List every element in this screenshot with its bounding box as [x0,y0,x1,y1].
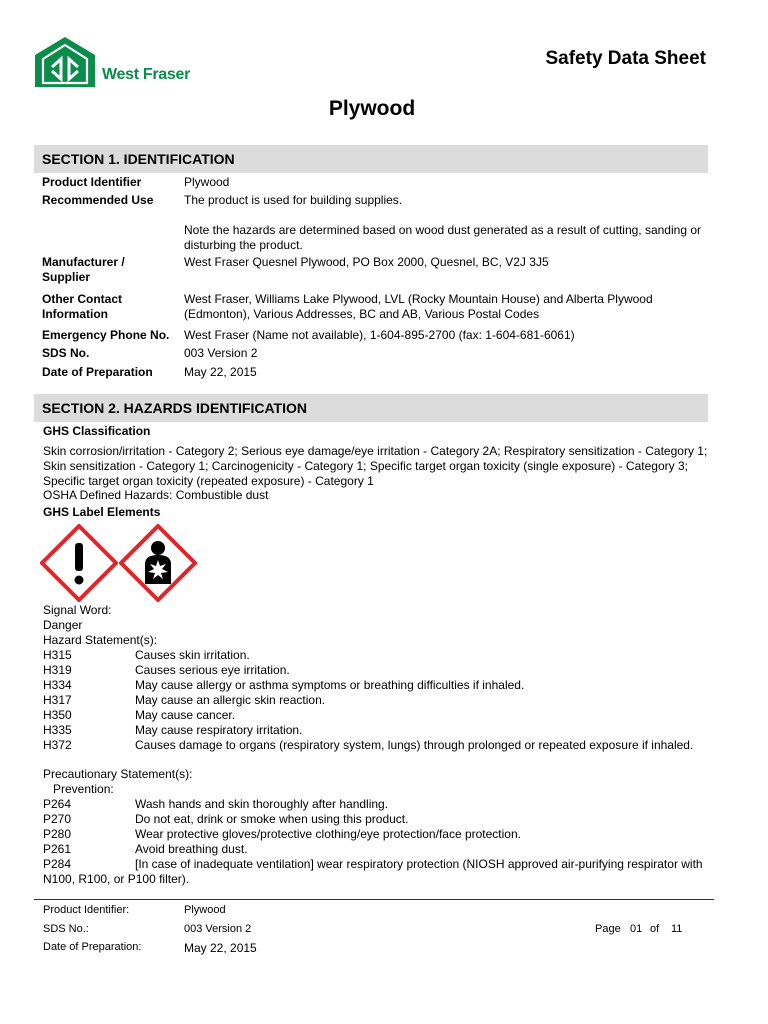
id-value: West Fraser, Williams Lake Plywood, LVL (Rocky Mountain House) and Alberta Plywood (Edmonton), Various Addresses, BC and AB, Various Postal Codes [184,292,653,321]
footer-product-label: Product Identifier: [43,904,130,916]
statement-code: H315 [43,648,72,662]
id-row-product-identifier [42,175,702,190]
id-label: Date of Preparation [42,365,153,379]
footer-sds-value: 003 Version 2 [184,923,252,935]
id-row-hazard-note [42,223,702,253]
id-value: West Fraser (Name not available), 1-604-895-2700 (fax: 1-604-681-6061) [184,328,575,342]
id-row-date-of-preparation [42,365,702,380]
id-value: May 22, 2015 [184,365,257,379]
hazard-statement-row [43,648,709,663]
hazard-statement-row [43,693,709,708]
footer-page-of: of [650,923,660,935]
statement-code: H350 [43,708,72,722]
id-label: SDS No. [42,346,90,360]
hazard-statement-row [43,738,709,753]
statement-code: H334 [43,678,72,692]
id-label: Other Contact Information [42,292,123,321]
id-value: 003 Version 2 [184,346,258,360]
id-value: Plywood [184,175,230,189]
prevention-statement-row [43,797,709,812]
statement-code: P261 [43,842,72,856]
page-title: Plywood [328,97,416,120]
statement-code: P284 [43,857,72,871]
statement-text: Causes damage to organs (respiratory system, lungs) through prolonged or repeated exposure if inhaled. [135,738,694,752]
ghs-label-elements-heading: GHS Label Elements [43,505,161,519]
footer-date-label: Date of Preparation: [43,941,142,953]
prevention-statement-row [43,812,709,827]
company-name: West Fraser [102,66,191,83]
prevention-statement-row [43,827,709,842]
hazard-statement-row [43,708,709,723]
id-value: The product is used for building supplies. [184,193,403,207]
signal-word: Danger [43,618,83,632]
precautionary-statements-label: Precautionary Statement(s): [43,767,193,781]
id-label: Emergency Phone No. [42,328,170,342]
statement-text: May cause cancer. [135,708,236,722]
osha-hazards-text: OSHA Defined Hazards: Combustible dust [43,488,269,502]
statement-text: May cause allergy or asthma symptoms or breathing difficulties if inhaled. [135,678,525,692]
statement-code: P280 [43,827,72,841]
ghs-classification-heading: GHS Classification [43,424,151,438]
footer-date-value: May 22, 2015 [184,941,257,955]
hazard-statement-row [43,723,709,738]
id-row-recommended-use [42,193,702,208]
health-hazard-pictogram-icon [119,524,197,602]
id-label: Manufacturer / Supplier [42,255,125,284]
statement-text: Causes serious eye irritation. [135,663,290,677]
hazard-statement-row [43,663,709,678]
id-value: West Fraser Quesnel Plywood, PO Box 2000, Quesnel, BC, V2J 3J5 [184,255,549,269]
statement-text: May cause respiratory irritation. [135,723,303,737]
id-label: Product Identifier [42,175,142,189]
hazard-statements-label: Hazard Statement(s): [43,633,158,647]
id-row-sds-no [42,346,702,361]
statement-code: H335 [43,723,72,737]
statement-text: Avoid breathing dust. [135,842,248,856]
section-1-heading: SECTION 1. IDENTIFICATION [34,145,708,173]
statement-text: Causes skin irritation. [135,648,250,662]
prevention-statement-row [43,857,709,887]
id-row-emergency-phone [42,328,702,343]
footer-page-total: 11 [671,923,683,935]
signal-word-label: Signal Word: [43,603,112,617]
statement-code: H372 [43,738,72,752]
statement-text: [In case of inadequate ventilation] wear respiratory protection (NIOSH approved air-purifying respirator with N100, R100, or P100 filter). [43,857,703,886]
statement-code: H319 [43,663,72,677]
statement-text: Do not eat, drink or smoke when using this product. [135,812,409,826]
ghs-classification-text: Skin corrosion/irritation - Category 2; Serious eye damage/eye irritation - Category 2A; Respiratory sensitization - Category 1; Skin sensitization - Category 1; Carcinogenicity - Category 1; Specific target organ toxicity (single exposure) - Category 3; Specific target organ toxicity (repeated exposure) - Category 1 [43,444,708,488]
id-row-manufacturer [42,255,702,285]
exclamation-mark-pictogram-icon [40,524,118,602]
statement-code: H317 [43,693,72,707]
id-row-other-contact [42,292,702,322]
west-fraser-logo-icon [35,37,95,87]
section-2-heading: SECTION 2. HAZARDS IDENTIFICATION [34,394,708,422]
statement-text: Wear protective gloves/protective clothing/eye protection/face protection. [135,827,521,841]
prevention-statement-row [43,842,709,857]
statement-text: Wash hands and skin thoroughly after handling. [135,797,389,811]
statement-code: P270 [43,812,72,826]
id-label: Recommended Use [42,193,154,207]
id-value: Note the hazards are determined based on wood dust generated as a result of cutting, sanding or disturbing the product. [184,223,701,252]
footer-page-current: 01 [630,923,643,935]
statement-code: P264 [43,797,72,811]
footer-sds-label: SDS No.: [43,923,89,935]
hazard-statement-row [43,678,709,693]
footer-page-label: Page [595,923,621,935]
prevention-label: Prevention: [53,782,114,796]
footer-product-value: Plywood [184,904,226,916]
document-type: Safety Data Sheet [545,48,706,69]
footer-divider [34,899,714,900]
statement-text: May cause an allergic skin reaction. [135,693,326,707]
